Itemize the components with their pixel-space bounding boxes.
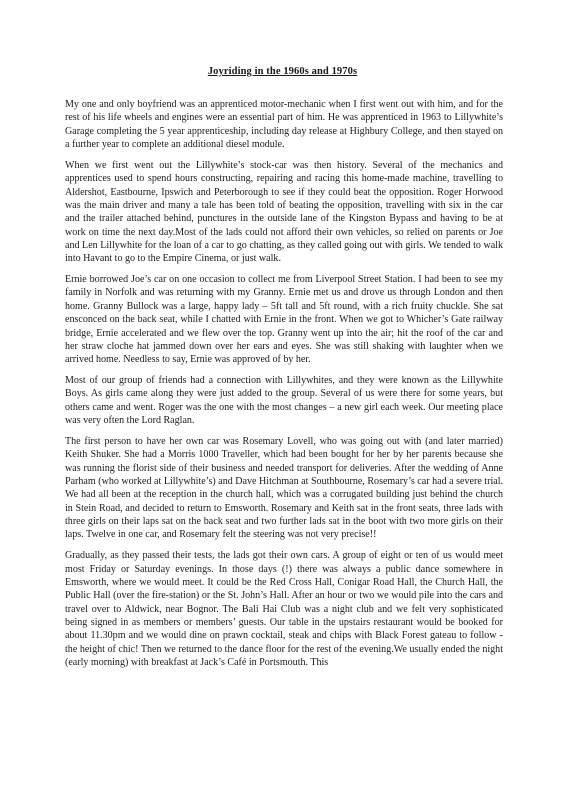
paragraph-4: Most of our group of friends had a connection with Lillywhites, and they were known as the Lillywhite Boys. As girls came along they were just added to the group. Several of us were there for some years, but others came and went. Roger was the one with the most changes – a new girl each week. Our meeting place was very often the Lord Raglan. xyxy=(65,375,503,427)
paragraph-3: Ernie borrowed Joe’s car on one occasion to collect me from Liverpool Street Station. I had been to see my family in Norfolk and was returning with my Granny. Ernie met us and drove us through London and then home. Granny Bullock was a large, happy lady – 5ft tall and 5ft round, with a rich fruity chuckle. She sat ensconced on the back seat, while I chatted with Ernie in the front. When we got to Whicher’s Gate railway bridge, Ernie accelerated and we flew over the top. Granny went up into the air; hit the roof of the car and her straw cloche hat jammed down over her ears and eyes. She was still shaking with laughter when we arrived home. Needless to say, Ernie was approved of by her. xyxy=(65,274,503,366)
paragraph-5: The first person to have her own car was Rosemary Lovell, who was going out with (and later married) Keith Shuker. She had a Morris 1000 Traveller, which had been bought for her by her parents because she was running the florist side of their business and needed transport for deliveries. After the wedding of Anne Parham (who worked at Lillywhite’s) and Dave Hitchman at Southbourne, Rosemary’s car had a severe trial. We had all been at the reception in the church hall, which was a corrugated building just behind the church in Stein Road, and decided to return to Emsworth. Rosemary and Keith sat in the front seats, three lads with three girls on their laps sat on the back seat and two further lads sat in the boot with two more girls on their laps. Twelve in one car, and Rosemary felt the steering was not very precise!! xyxy=(65,435,503,541)
paragraph-1: My one and only boyfriend was an apprenticed motor-mechanic when I first went out with him, and for the rest of his life wheels and engines were an essential part of him. He was apprenticed in 1963 to Lillywhite’s Garage completing the 5 year apprenticeship, including day release at Highbury College, and then stayed on a further year to complete an additional diesel module. xyxy=(65,99,503,151)
paragraph-6: Gradually, as they passed their tests, the lads got their own cars. A group of eight or ten of us would meet most Friday or Saturday evenings. In those days (!) there was always a public dance somewhere in Emsworth, where we would meet. It could be the Red Cross Hall, Conigar Road Hall, the Church Hall, the Public Hall (over the fire-station) or the St. John’s Hall. After an hour or two we would pile into the cars and travel over to Aldwick, near Bognor. The Bali Hai Club was a night club and we felt very sophisticated being signed in as members or members’ guests. Our table in the upstairs restaurant would be booked for about 11.30pm and we would dine on prawn cocktail, steak and chips with Black Forest gateau to follow - the height of chic! Then we returned to the dance floor for the rest of the evening.We usually ended the night (early morning) with breakfast at Jack’s Café in Portsmouth. This xyxy=(65,550,503,668)
document-title: Joyriding in the 1960s and 1970s xyxy=(207,66,358,77)
paragraph-2: When we first went out the Lillywhite’s stock-car was then history. Several of the mechanics and apprentices used to spend hours constructing, repairing and racing this home-made machine, travelling to Aldershot, Eastbourne, Ipswich and Peterborough to see if they could beat the opposition. Roger Horwood was the main driver and many a tale has been told of beating the opposition, travelling with six in the car and the trailer attached behind, punctures in the outside lane of the Kingston Bypass and having to be at work on time the next day.Most of the lads could not afford their own vehicles, so relied on parents or Joe and Len Lillywhite for the loan of a car to go chatting, as they called going out with girls. We tended to walk into Havant to go to the Empire Cinema, or just walk. xyxy=(65,159,503,265)
document-body xyxy=(65,98,503,677)
